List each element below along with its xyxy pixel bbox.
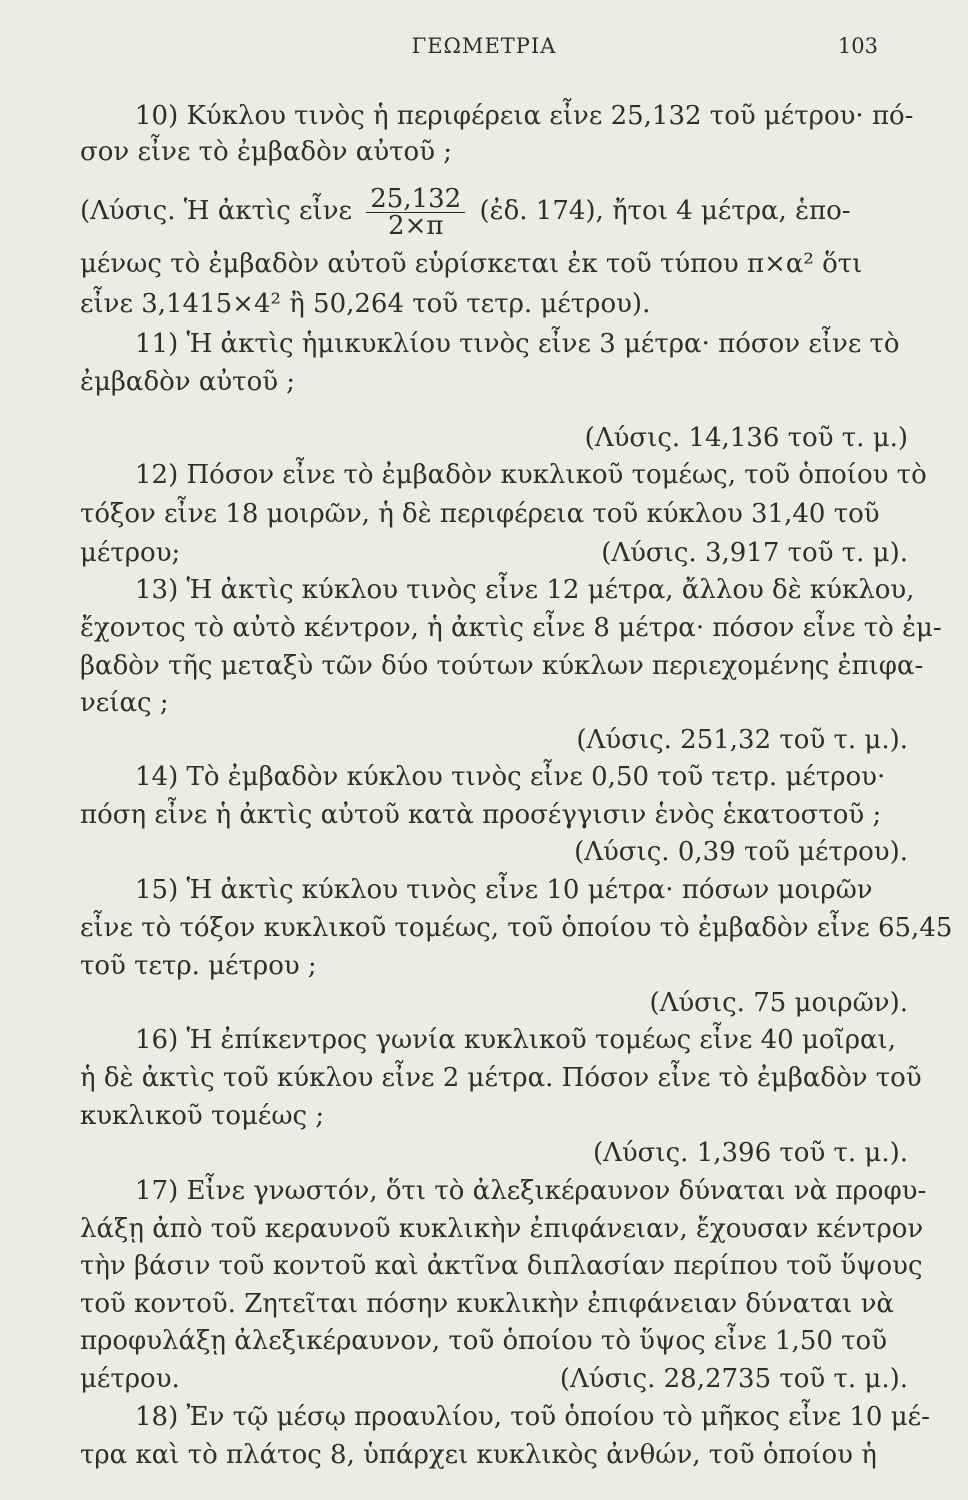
text-line: 14) Τὸ ἐμβαδὸν κύκλου τινὸς εἶνε 0,50 τοῦ τετρ. μέτρου· [135,762,886,792]
text-line: ἡ δὲ ἀκτὶς τοῦ κύκλου εἶνε 2 μέτρα. Πόσον εἶνε τὸ ἐμβαδὸν τοῦ [80,1063,922,1093]
text-line: 16) Ἡ ἐπίκεντρος γωνία κυκλικοῦ τομέως εἶνε 40 μοῖραι, [135,1025,897,1055]
fraction-numerator: 25,132 [366,186,465,213]
text-line: πόση εἶνε ἡ ἀκτὶς αὐτοῦ κατὰ προσέγγισιν ἑνὸς ἑκατοστοῦ ; [80,800,882,830]
page-header [0,34,968,64]
solution-line: (Λύσις. 3,917 τοῦ τ. μ). [601,538,908,568]
text-line: 17) Εἶνε γνωστόν, ὅτι τὸ ἀλεξικέραυνον δύναται νὰ προφυ- [135,1176,927,1206]
solution-line: (Λύσις. 0,39 τοῦ μέτρου). [574,837,908,867]
text-line: 18) Ἐν τῷ μέσῳ προαυλίου, τοῦ ὁποίου τὸ μῆκος εἶνε 10 μέ- [135,1402,930,1432]
solution-line: (Λύσις. 75 μοιρῶν). [649,988,908,1018]
solution-line: (Λύσις. 1,396 τοῦ τ. μ.). [592,1138,908,1168]
text-line: νείας ; [80,688,169,718]
text-line: ἔχοντος τὸ αὐτὸ κέντρον, ἡ ἀκτὶς εἶνε 8 μέτρα· πόσον εἶνε τὸ ἐμ- [80,613,942,643]
text-line: τὴν βάσιν τοῦ κοντοῦ καὶ ἀκτῖνα διπλασίαν περίπου τοῦ ὕψους [80,1251,923,1281]
text-line: προφυλάξῃ ἀλεξικέραυνον, τοῦ ὁποίου τὸ ὕψος εἶνε 1,50 τοῦ [80,1326,888,1356]
fraction [366,183,465,241]
formula-line [80,178,908,248]
text-line: τόξον εἶνε 18 μοιρῶν, ἡ δὲ περιφέρεια τοῦ κύκλου 31,40 τοῦ [80,499,880,529]
solution-line: (Λύσις. 14,136 τοῦ τ. μ.) [584,423,908,453]
text-line: 12) Πόσον εἶνε τὸ ἐμβαδὸν κυκλικοῦ τομέως, τοῦ ὁποίου τὸ [135,460,927,490]
text-line: τοῦ τετρ. μέτρου ; [80,951,317,981]
text-span: (ἐδ. 174), ἤτοι 4 μέτρα, ἑπο- [479,196,851,226]
text-line: ἐμβαδὸν αὐτοῦ ; [80,367,296,397]
text-line: τοῦ κοντοῦ. Ζητεῖται πόσην κυκλικὴν ἐπιφάνειαν δύναται νὰ [80,1289,894,1319]
text-line: τρα καὶ τὸ πλάτος 8, ὑπάρχει κυκλικὸς ἀνθών, τοῦ ὁποίου ἡ [80,1440,877,1470]
text-line: 11) Ἡ ἀκτὶς ἡμικυκλίου τινὸς εἶνε 3 μέτρα· πόσον εἶνε τὸ [135,329,900,359]
text-line: βαδὸν τῆς μεταξὺ τῶν δύο τούτων κύκλων περιεχομένης ἐπιφα- [80,651,924,681]
text-line: εἶνε τὸ τόξον κυκλικοῦ τομέως, τοῦ ὁποίου τὸ ἐμβαδὸν εἶνε 65,45 [80,913,953,943]
fraction-denominator: 2×π [388,210,444,241]
page-number: 103 [837,34,878,58]
solution-line: (Λύσις. 251,32 τοῦ τ. μ.). [576,725,908,755]
text-line: σον εἶνε τὸ ἐμβαδὸν αὐτοῦ ; [80,137,453,167]
text-line: μέτρου. [80,1364,180,1394]
text-line: μέτρου; [80,538,181,568]
text-line: 10) Κύκλου τινὸς ἡ περιφέρεια εἶνε 25,132 τοῦ μέτρου· πό- [135,101,914,131]
running-head: ΓΕΩΜΕΤΡΙΑ [411,34,557,58]
text-line: μένως τὸ ἐμβαδὸν αὐτοῦ εὑρίσκεται ἐκ τοῦ τύπου π×α² ὅτι [80,249,863,279]
text-line: 13) Ἡ ἀκτὶς κύκλου τινὸς εἶνε 12 μέτρα, ἄλλου δὲ κύκλου, [135,575,915,605]
text-span: (Λύσις. Ἡ ἀκτὶς εἶνε [80,196,352,226]
text-line: 15) Ἡ ἀκτὶς κύκλου τινὸς εἶνε 10 μέτρα· πόσων μοιρῶν [135,875,873,905]
text-line: κυκλικοῦ τομέως ; [80,1101,325,1131]
solution-line: (Λύσις. 28,2735 τοῦ τ. μ.). [559,1364,908,1394]
text-line: εἶνε 3,1415×4² ἢ 50,264 τοῦ τετρ. μέτρου). [80,289,651,319]
text-line: λάξῃ ἀπὸ τοῦ κεραυνοῦ κυκλικὴν ἐπιφάνειαν, ἔχουσαν κέντρον [80,1214,924,1244]
